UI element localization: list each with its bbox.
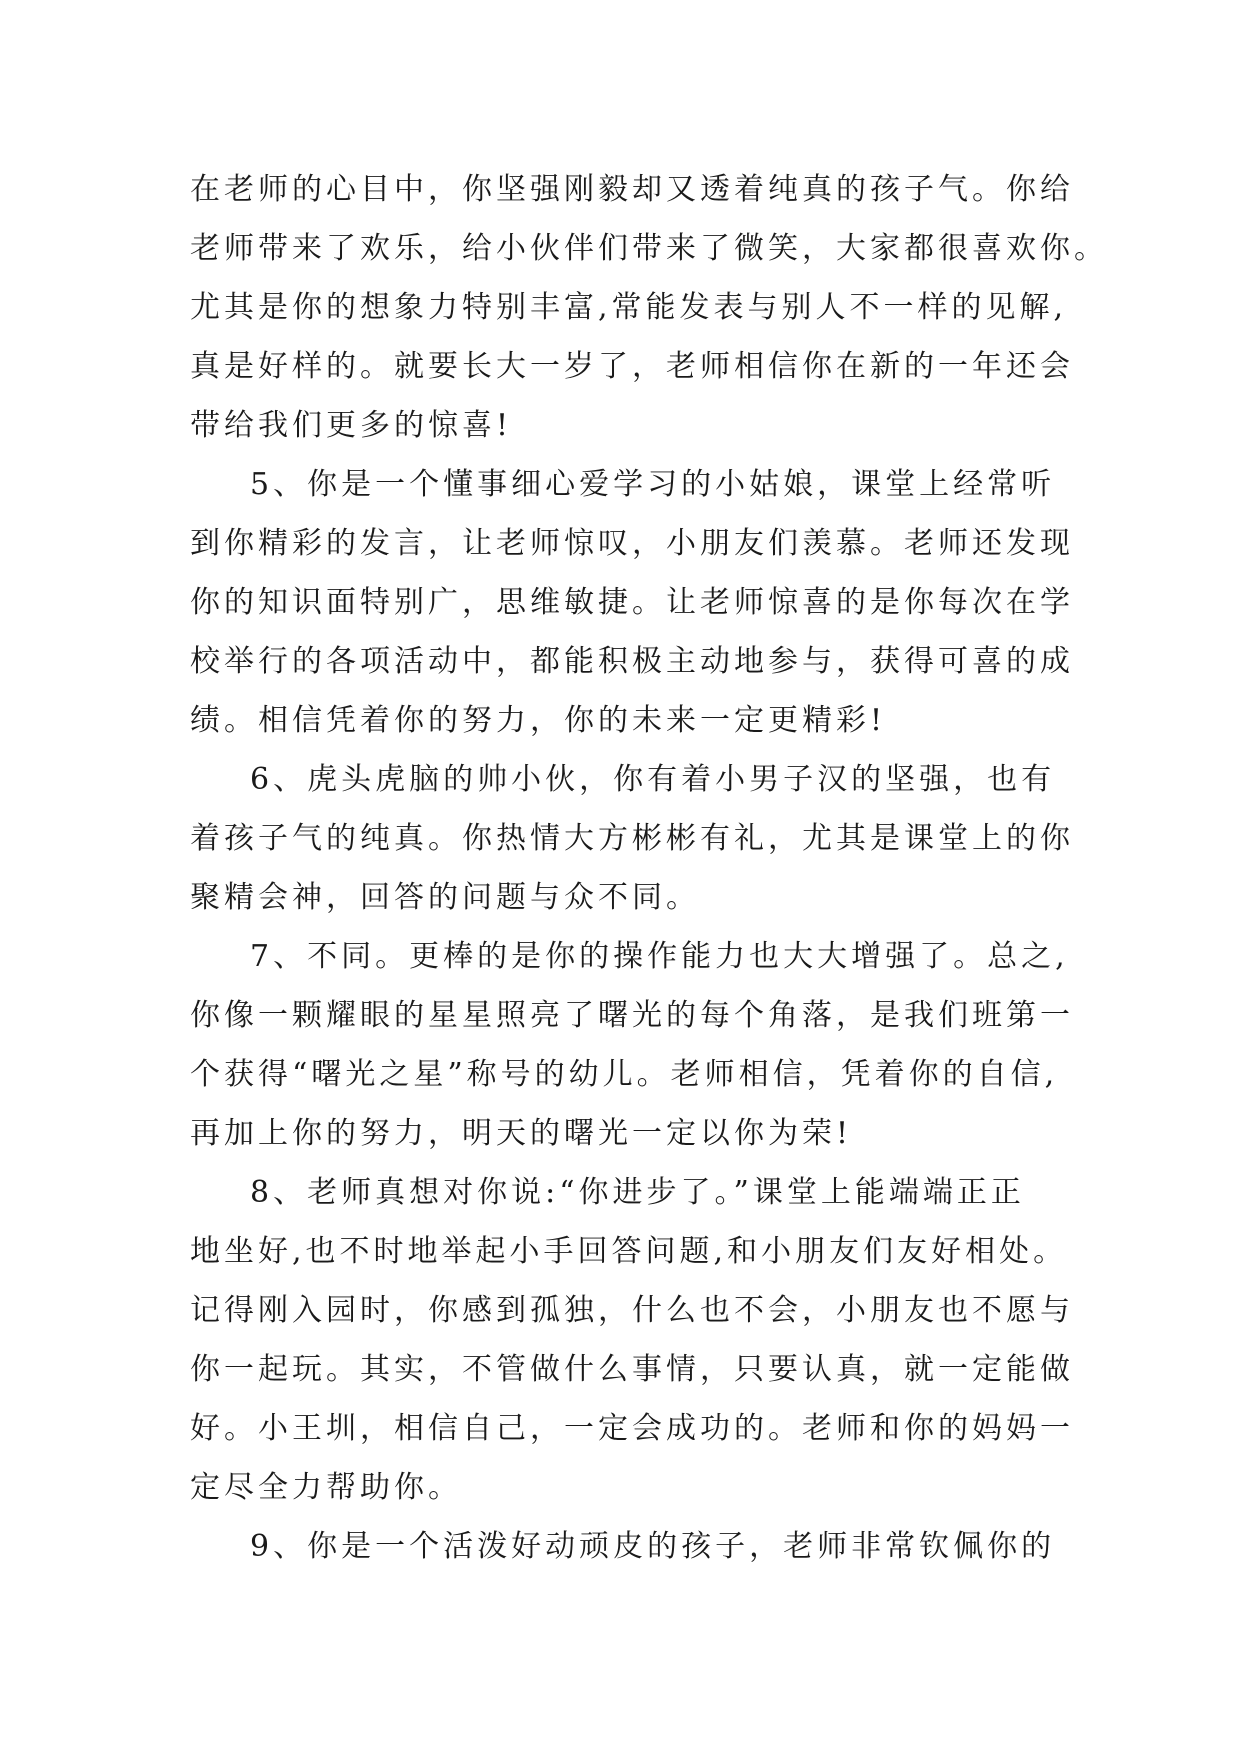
text-line: 好。小王圳，相信自己，一定会成功的。老师和你的妈妈一 [190,1411,1074,1446]
paragraph-start-line: 7、不同。更棒的是你的操作能力也大大增强了。总之, [250,939,1069,974]
text-line: 个获得“曙光之星”称号的幼儿。老师相信，凭着你的自信, [190,1057,1059,1092]
text-line: 校举行的各项活动中，都能积极主动地参与，获得可喜的成 [190,644,1074,679]
text-line: 绩。相信凭着你的努力，你的未来一定更精彩! [190,703,887,738]
text-line: 在老师的心目中，你坚强刚毅却又透着纯真的孩子气。你给 [190,172,1074,207]
text-line: 地坐好,也不时地举起小手回答问题,和小朋友们友好相处。 [190,1234,1068,1269]
text-line: 带给我们更多的惊喜! [190,408,513,443]
paragraph-start-line: 9、你是一个活泼好动顽皮的孩子，老师非常钦佩你的 [250,1529,1056,1564]
text-line: 到你精彩的发言，让老师惊叹，小朋友们羡慕。老师还发现 [190,526,1074,561]
text-line: 再加上你的努力，明天的曙光一定以你为荣! [190,1116,853,1151]
paragraph-start-line: 6、虎头虎脑的帅小伙，你有着小男子汉的坚强，也有 [250,762,1056,797]
text-line: 你的知识面特别广，思维敏捷。让老师惊喜的是你每次在学 [190,585,1074,620]
paragraph-start-line: 8、老师真想对你说:“你进步了。”课堂上能端端正正 [250,1175,1025,1210]
text-line: 定尽全力帮助你。 [190,1470,462,1505]
text-line: 你一起玩。其实，不管做什么事情，只要认真，就一定能做 [190,1352,1074,1387]
body-text [190,160,1108,1576]
text-line: 尤其是你的想象力特别丰富,常能发表与别人不一样的见解, [190,290,1068,325]
text-line: 着孩子气的纯真。你热情大方彬彬有礼，尤其是课堂上的你 [190,821,1074,856]
text-line: 聚精会神，回答的问题与众不同。 [190,880,700,915]
text-line: 真是好样的。就要长大一岁了，老师相信你在新的一年还会 [190,349,1074,384]
text-line: 记得刚入园时，你感到孤独，什么也不会，小朋友也不愿与 [190,1293,1074,1328]
text-line: 你像一颗耀眼的星星照亮了曙光的每个角落，是我们班第一 [190,998,1074,1033]
text-line: 老师带来了欢乐，给小伙伴们带来了微笑，大家都很喜欢你。 [190,231,1108,266]
paragraph-start-line: 5、你是一个懂事细心爱学习的小姑娘，课堂上经常听 [250,467,1056,502]
